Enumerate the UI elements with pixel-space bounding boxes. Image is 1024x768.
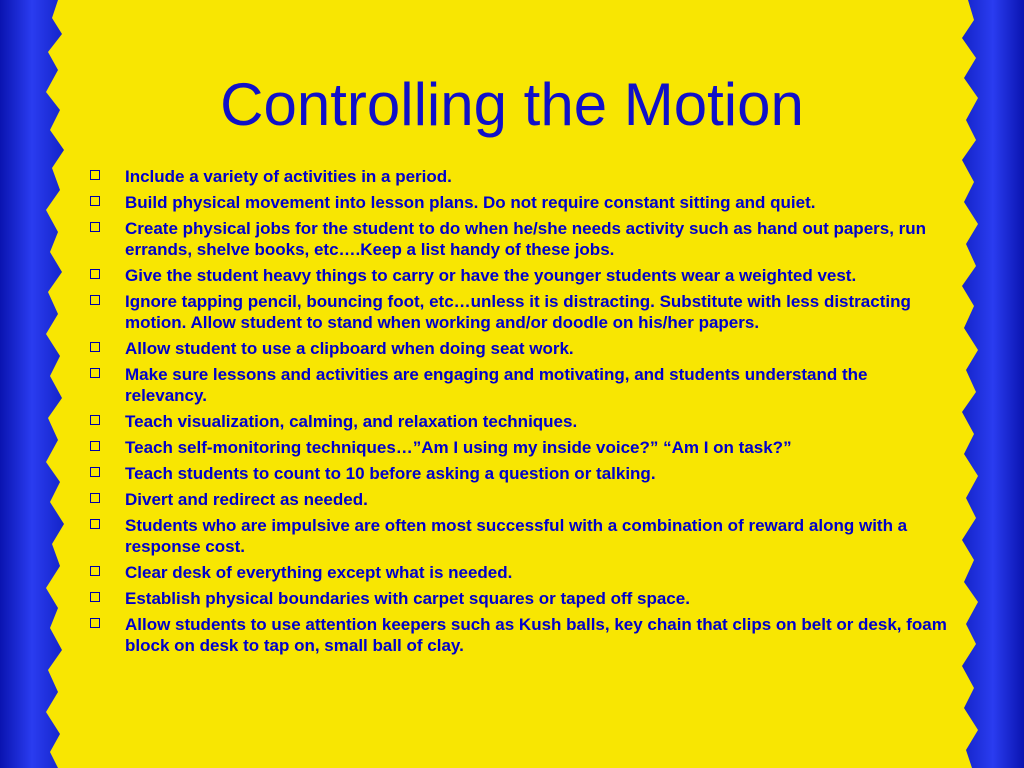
list-item-text: Clear desk of everything except what is needed. (125, 563, 513, 582)
list-item-text: Teach visualization, calming, and relaxation techniques. (125, 412, 578, 431)
hollow-square-bullet-icon (90, 342, 100, 352)
list-item (88, 562, 948, 583)
list-item-text: Include a variety of activities in a period. (125, 167, 452, 186)
list-item-text: Allow student to use a clipboard when doing seat work. (125, 339, 574, 358)
hollow-square-bullet-icon (90, 368, 100, 378)
list-item (88, 515, 948, 557)
list-item-text: Students who are impulsive are often most successful with a combination of reward along with a response cost. (125, 516, 908, 556)
hollow-square-bullet-icon (90, 441, 100, 451)
list-item (88, 166, 948, 187)
hollow-square-bullet-icon (90, 566, 100, 576)
hollow-square-bullet-icon (90, 196, 100, 206)
list-item (88, 489, 948, 510)
hollow-square-bullet-icon (90, 222, 100, 232)
hollow-square-bullet-icon (90, 170, 100, 180)
list-item-text: Build physical movement into lesson plans. Do not require constant sitting and quiet. (125, 193, 816, 212)
list-item-text: Allow students to use attention keepers such as Kush balls, key chain that clips on belt or desk, foam block on desk to tap on, small ball of clay. (125, 615, 947, 655)
list-item-text: Teach students to count to 10 before asking a question or talking. (125, 464, 656, 483)
list-item (88, 265, 948, 286)
hollow-square-bullet-icon (90, 415, 100, 425)
list-item (88, 192, 948, 213)
list-item (88, 614, 948, 656)
list-item-text: Make sure lessons and activities are engaging and motivating, and students understand the relevancy. (125, 365, 868, 405)
hollow-square-bullet-icon (90, 618, 100, 628)
list-item (88, 338, 948, 359)
bullet-list (88, 166, 948, 661)
list-item-text: Ignore tapping pencil, bouncing foot, etc…unless it is distracting. Substitute with less distracting motion. Allow student to stand when working and/or doodle on his/her papers. (125, 292, 911, 332)
list-item (88, 588, 948, 609)
hollow-square-bullet-icon (90, 493, 100, 503)
list-item-text: Create physical jobs for the student to do when he/she needs activity such as hand out papers, run errands, shelve books, etc….Keep a list handy of these jobs. (125, 219, 927, 259)
list-item (88, 291, 948, 333)
list-item-text: Establish physical boundaries with carpet squares or taped off space. (125, 589, 690, 608)
list-item-text: Teach self-monitoring techniques…”Am I using my inside voice?” “Am I on task?” (125, 438, 792, 457)
hollow-square-bullet-icon (90, 519, 100, 529)
hollow-square-bullet-icon (90, 592, 100, 602)
slide-title: Controlling the Motion (220, 71, 804, 138)
hollow-square-bullet-icon (90, 467, 100, 477)
hollow-square-bullet-icon (90, 295, 100, 305)
list-item (88, 437, 948, 458)
list-item-text: Give the student heavy things to carry or have the younger students wear a weighted vest. (125, 266, 857, 285)
list-item (88, 463, 948, 484)
list-item (88, 411, 948, 432)
list-item (88, 218, 948, 260)
hollow-square-bullet-icon (90, 269, 100, 279)
list-item (88, 364, 948, 406)
list-item-text: Divert and redirect as needed. (125, 490, 368, 509)
